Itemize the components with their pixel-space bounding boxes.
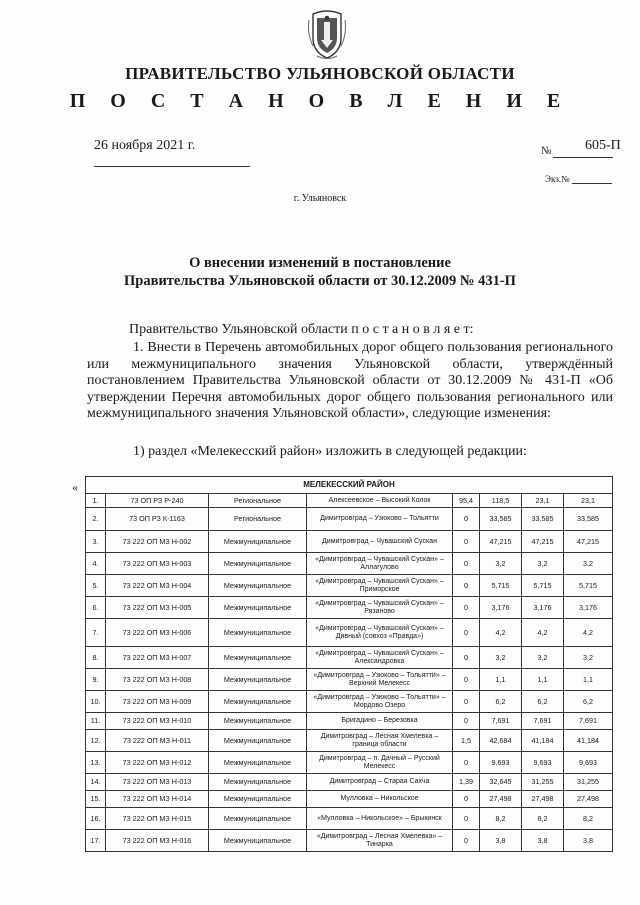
document-date: 26 ноября 2021 г. — [94, 138, 196, 153]
table-row — [86, 791, 613, 808]
value-4: 27,498 — [564, 791, 613, 808]
row-number: 8. — [86, 647, 106, 669]
value-1: 0 — [453, 553, 480, 575]
roads-table — [85, 476, 613, 852]
road-name: Алексеевское – Высокий Колок — [307, 494, 453, 508]
value-3: 41,184 — [522, 730, 564, 752]
value-3: 3,2 — [522, 647, 564, 669]
road-significance: Межмуниципальное — [209, 597, 307, 619]
value-3: 3,8 — [522, 830, 564, 852]
subject-line-1: О внесении изменений в постановление — [189, 255, 451, 271]
road-significance: Межмуниципальное — [209, 752, 307, 774]
value-4: 5,715 — [564, 575, 613, 597]
row-number: 14. — [86, 774, 106, 791]
road-code: 73 222 ОП МЗ Н-004 — [106, 575, 209, 597]
road-name: «Димитровград – Узюково – Тольятти» – Мордово Озеро — [307, 691, 453, 713]
road-significance: Межмуниципальное — [209, 713, 307, 730]
row-number: 4. — [86, 553, 106, 575]
number-underline — [553, 157, 613, 158]
value-1: 0 — [453, 619, 480, 647]
value-1: 0 — [453, 791, 480, 808]
value-3: 8,2 — [522, 808, 564, 830]
row-number: 9. — [86, 669, 106, 691]
value-4: 3,176 — [564, 597, 613, 619]
value-1: 0 — [453, 830, 480, 852]
value-1: 0 — [453, 531, 480, 553]
table-row — [86, 597, 613, 619]
road-name: «Димитровград – Чувашский Сускан» – Рязаново — [307, 597, 453, 619]
table-row — [86, 730, 613, 752]
value-2: 3,176 — [480, 597, 522, 619]
road-name: Мулловка – Никольское — [307, 791, 453, 808]
value-3: 5,715 — [522, 575, 564, 597]
number-label: № — [541, 145, 552, 157]
value-2: 33,585 — [480, 508, 522, 531]
table-row — [86, 830, 613, 852]
table-row — [86, 575, 613, 597]
road-significance: Региональное — [209, 508, 307, 531]
row-number: 10. — [86, 691, 106, 713]
road-name: «Димитровград – Чувашский Сускан» – Приморское — [307, 575, 453, 597]
value-1: 0 — [453, 691, 480, 713]
road-code: 73 222 ОП МЗ Н-006 — [106, 619, 209, 647]
table-row — [86, 619, 613, 647]
road-code: 73 222 ОП МЗ Н-014 — [106, 791, 209, 808]
road-significance: Межмуниципальное — [209, 575, 307, 597]
copy-number-label: Экз.№ — [545, 174, 570, 184]
road-name: Димитровград – Лесная Хмелевка – граница области — [307, 730, 453, 752]
value-2: 3,2 — [480, 553, 522, 575]
row-number: 7. — [86, 619, 106, 647]
coat-of-arms-icon — [303, 8, 351, 60]
road-code: 73 222 ОП МЗ Н-012 — [106, 752, 209, 774]
value-2: 3,8 — [480, 830, 522, 852]
road-significance: Межмуниципальное — [209, 830, 307, 852]
value-3: 9,693 — [522, 752, 564, 774]
value-2: 32,645 — [480, 774, 522, 791]
table-row — [86, 808, 613, 830]
road-code: 73 222 ОП МЗ Н-005 — [106, 597, 209, 619]
road-significance: Межмуниципальное — [209, 669, 307, 691]
subitem-1-text: 1) раздел «Мелекесский район» изложить в следующей редакции: — [133, 444, 527, 459]
subject-line-2: Правительства Ульяновской области от 30.12.2009 № 431-П — [124, 273, 516, 289]
table-row — [86, 713, 613, 730]
value-1: 0 — [453, 808, 480, 830]
document-number: 605-П — [585, 138, 621, 153]
copy-number-underline — [572, 183, 612, 184]
value-4: 23,1 — [564, 494, 613, 508]
table-row — [86, 494, 613, 508]
value-4: 9,693 — [564, 752, 613, 774]
road-significance: Межмуниципальное — [209, 691, 307, 713]
value-4: 7,691 — [564, 713, 613, 730]
value-2: 4,2 — [480, 619, 522, 647]
road-name: «Димитровград – Чувашский Сускан» – Александровка — [307, 647, 453, 669]
value-2: 47,215 — [480, 531, 522, 553]
value-1: 95,4 — [453, 494, 480, 508]
value-4: 1,1 — [564, 669, 613, 691]
section-title: МЕЛЕКЕССКИЙ РАЙОН — [86, 477, 613, 494]
value-1: 0 — [453, 669, 480, 691]
table-row — [86, 508, 613, 531]
preamble: Правительство Ульяновской области п о с т а н о в л я е т: — [129, 322, 474, 337]
row-number: 17. — [86, 830, 106, 852]
road-significance: Межмуниципальное — [209, 619, 307, 647]
value-3: 6,2 — [522, 691, 564, 713]
row-number: 11. — [86, 713, 106, 730]
document-type: П О С Т А Н О В Л Е Н И Е — [69, 90, 571, 112]
value-3: 7,691 — [522, 713, 564, 730]
table-row — [86, 531, 613, 553]
value-2: 6,2 — [480, 691, 522, 713]
table-row — [86, 691, 613, 713]
value-4: 3,8 — [564, 830, 613, 852]
table-row — [86, 774, 613, 791]
row-number: 3. — [86, 531, 106, 553]
road-name: «Димитровград – Лесная Хмелевка» – Тинарка — [307, 830, 453, 852]
value-1: 1,5 — [453, 730, 480, 752]
date-underline — [94, 166, 250, 167]
value-1: 0 — [453, 713, 480, 730]
table-row — [86, 647, 613, 669]
value-4: 33,585 — [564, 508, 613, 531]
row-number: 1. — [86, 494, 106, 508]
value-2: 42,684 — [480, 730, 522, 752]
table-row — [86, 752, 613, 774]
road-code: 73 222 ОП МЗ Н-008 — [106, 669, 209, 691]
value-3: 27,498 — [522, 791, 564, 808]
value-3: 3,2 — [522, 553, 564, 575]
road-code: 73 222 ОП МЗ Н-013 — [106, 774, 209, 791]
value-3: 4,2 — [522, 619, 564, 647]
value-1: 0 — [453, 752, 480, 774]
road-name: «Мулловка – Никольское» – Брыкинск — [307, 808, 453, 830]
value-3: 31,255 — [522, 774, 564, 791]
value-2: 7,691 — [480, 713, 522, 730]
value-4: 4,2 — [564, 619, 613, 647]
table-row — [86, 669, 613, 691]
road-significance: Межмуниципальное — [209, 774, 307, 791]
value-1: 0 — [453, 597, 480, 619]
row-number: 12. — [86, 730, 106, 752]
road-name: Димитровград – п. Дачный – Русский Мелекесс — [307, 752, 453, 774]
road-significance: Межмуниципальное — [209, 791, 307, 808]
row-number: 13. — [86, 752, 106, 774]
value-2: 118,5 — [480, 494, 522, 508]
road-significance: Межмуниципальное — [209, 531, 307, 553]
value-4: 41,184 — [564, 730, 613, 752]
value-4: 6,2 — [564, 691, 613, 713]
value-4: 47,215 — [564, 531, 613, 553]
table-row — [86, 553, 613, 575]
road-code: 73 ОП РЗ Р-240 — [106, 494, 209, 508]
row-number: 5. — [86, 575, 106, 597]
value-1: 0 — [453, 647, 480, 669]
value-4: 31,255 — [564, 774, 613, 791]
value-2: 1,1 — [480, 669, 522, 691]
value-3: 33,585 — [522, 508, 564, 531]
road-code: 73 222 ОП МЗ Н-016 — [106, 830, 209, 852]
road-name: Бригадино – Березовка — [307, 713, 453, 730]
value-3: 3,176 — [522, 597, 564, 619]
road-name: «Димитровград – Чувашский Сускан» – Дивный (совхоз «Правда») — [307, 619, 453, 647]
value-3: 23,1 — [522, 494, 564, 508]
value-1: 0 — [453, 575, 480, 597]
value-2: 3,2 — [480, 647, 522, 669]
value-3: 47,215 — [522, 531, 564, 553]
document-subject — [60, 254, 580, 290]
road-significance: Межмуниципальное — [209, 730, 307, 752]
road-significance: Региональное — [209, 494, 307, 508]
item-1-text: 1. Внести в Перечень автомобильных дорог общего пользования регионального или межмуниципального значения Ульяновской области, утверждённый постановлением Правительства Ульяновской области от 30.12.2009 № 431-П «Об утверждении Перечня автомобильных дорог общего пользования регионального или межмуниципального значения Ульяновской области», следующие изменения: — [87, 340, 613, 421]
row-number: 2. — [86, 508, 106, 531]
road-code: 73 222 ОП МЗ Н-010 — [106, 713, 209, 730]
value-2: 5,715 — [480, 575, 522, 597]
value-2: 8,2 — [480, 808, 522, 830]
value-2: 27,498 — [480, 791, 522, 808]
road-name: Димитровград – Узюково – Тольятти — [307, 508, 453, 531]
road-code: 73 222 ОП МЗ Н-003 — [106, 553, 209, 575]
row-number: 6. — [86, 597, 106, 619]
value-4: 3,2 — [564, 553, 613, 575]
road-significance: Межмуниципальное — [209, 553, 307, 575]
value-3: 1,1 — [522, 669, 564, 691]
road-code: 73 222 ОП МЗ Н-002 — [106, 531, 209, 553]
government-title: ПРАВИТЕЛЬСТВО УЛЬЯНОВСКОЙ ОБЛАСТИ — [125, 64, 515, 83]
road-significance: Межмуниципальное — [209, 647, 307, 669]
value-1: 1,39 — [453, 774, 480, 791]
city: г. Ульяновск — [293, 193, 347, 204]
value-1: 0 — [453, 508, 480, 531]
road-name: «Димитровград – Узюково – Тольятти» – Верхний Мелекесс — [307, 669, 453, 691]
road-name: «Димитровград – Чувашский Сускан» – Аллагулово — [307, 553, 453, 575]
road-code: 73 222 ОП МЗ Н-011 — [106, 730, 209, 752]
road-code: 73 ОП РЗ К-1163 — [106, 508, 209, 531]
table-section-header — [86, 477, 613, 494]
road-significance: Межмуниципальное — [209, 808, 307, 830]
road-name: Димитровград – Старая Сахча — [307, 774, 453, 791]
value-4: 3,2 — [564, 647, 613, 669]
road-code: 73 222 ОП МЗ Н-009 — [106, 691, 209, 713]
value-4: 8,2 — [564, 808, 613, 830]
road-code: 73 222 ОП МЗ Н-015 — [106, 808, 209, 830]
opening-quote: « — [72, 480, 78, 494]
row-number: 16. — [86, 808, 106, 830]
road-code: 73 222 ОП МЗ Н-007 — [106, 647, 209, 669]
road-name: Димитровград – Чувашский Сускан — [307, 531, 453, 553]
value-2: 9,693 — [480, 752, 522, 774]
row-number: 15. — [86, 791, 106, 808]
